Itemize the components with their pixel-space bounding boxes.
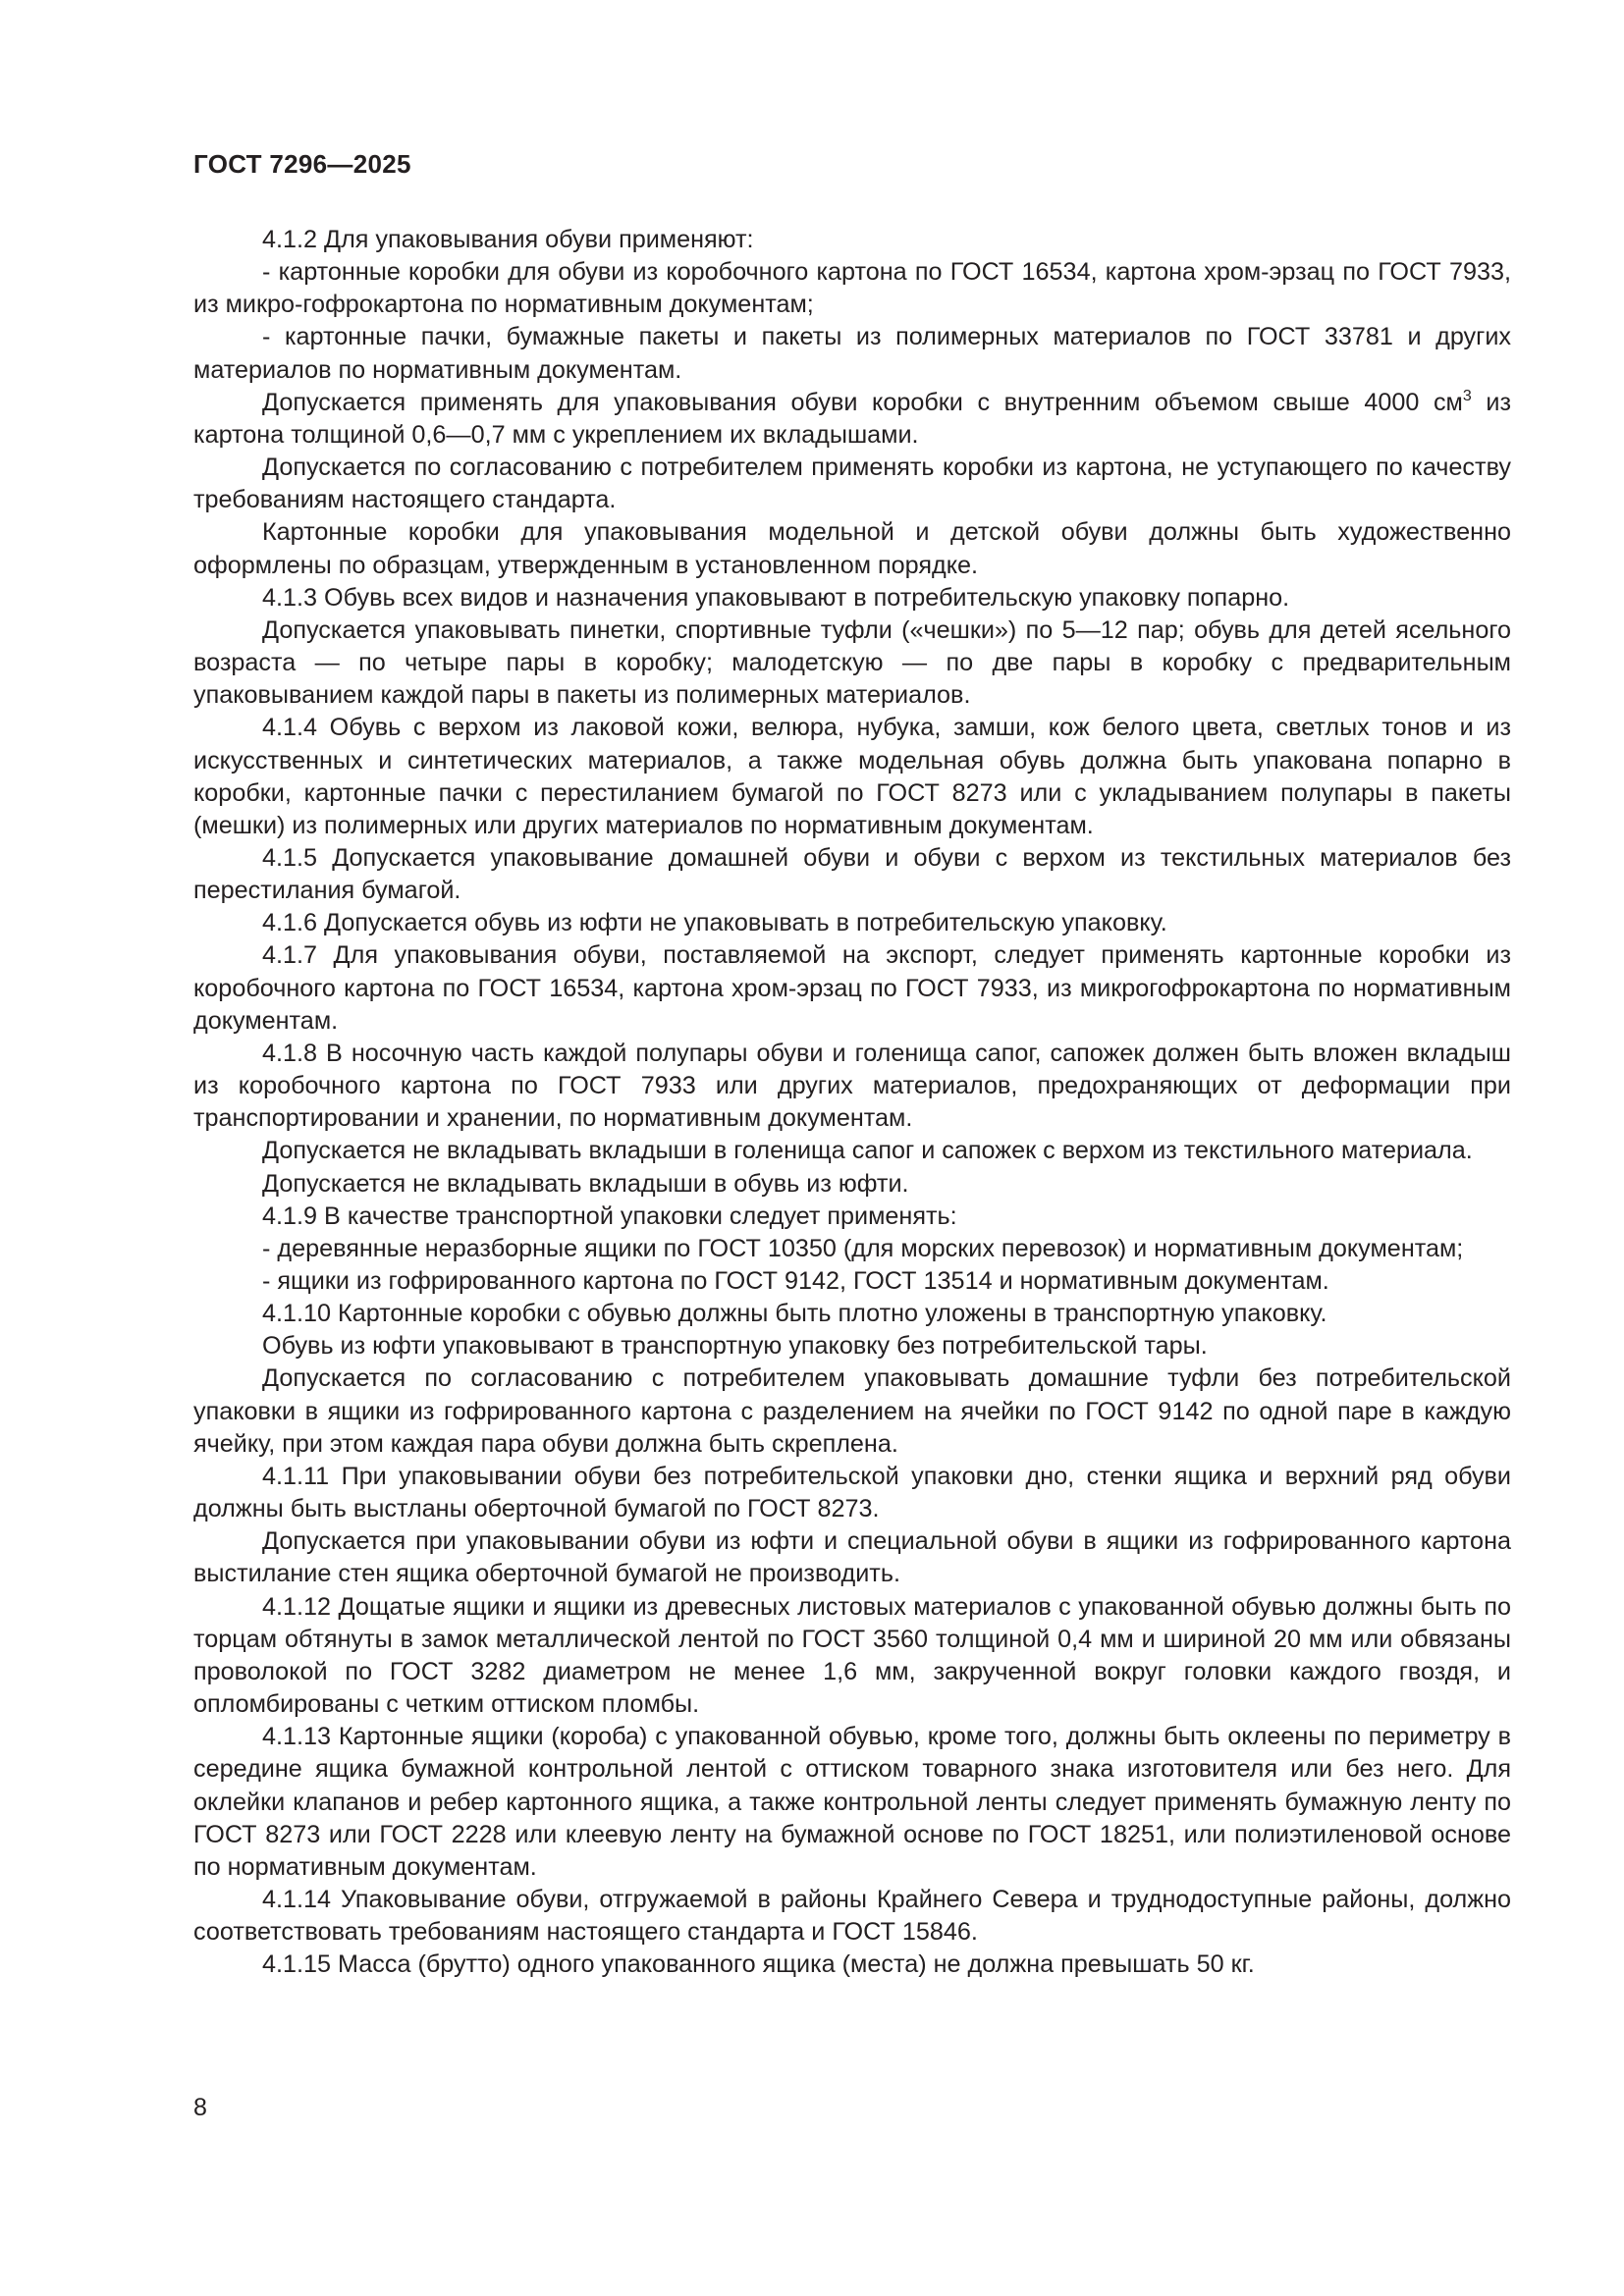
paragraph: - деревянные неразборные ящики по ГОСТ 10350 (для морских перевозок) и нормативным документам; [262, 1234, 1464, 1262]
paragraph: Допускается по согласованию с потребителем упаковывать домашние туфли без потребительской упаковки в ящики из гофрированного картона с разделением на ячейки по ГОСТ 9142 по одной паре в каждую ячейку, при этом каждая пара обуви должна быть скреплена. [193, 1364, 1511, 1458]
document-body [193, 224, 1511, 1981]
paragraph: Допускается не вкладывать вкладыши в обувь из юфти. [262, 1169, 909, 1198]
paragraph: 4.1.13 Картонные ящики (короба) с упакованной обувью, кроме того, должны быть оклеены по периметру в середине ящика бумажной контрольной лентой с оттиском товарного знака изготовителя или без него. Для оклейки клапанов и ребер картонного ящика, а также контрольной ленты следует применять бумажную ленту по ГОСТ 8273 или ГОСТ 2228 или клеевую ленту на бумажной основе по ГОСТ 18251, или полиэтиленовой основе по нормативным документам. [193, 1723, 1511, 1881]
paragraph: Допускается по согласованию с потребителем применять коробки из картона, не уступающего по качеству требованиям настоящего стандарта. [193, 454, 1511, 514]
paragraph: 4.1.14 Упаковывание обуви, отгружаемой в районы Крайнего Севера и труднодоступные районы, должно соответствовать требованиям настоящего стандарта и ГОСТ 15846. [193, 1885, 1511, 1947]
paragraph: - картонные коробки для обуви из коробочного картона по ГОСТ 16534, картона хром-эрзац по ГОСТ 7933, из микро-гофрокартона по нормативным документам; [193, 258, 1511, 319]
paragraph: Картонные коробки для упаковывания модельной и детской обуви должны быть художественно оформлены по образцам, утвержденным в установленном порядке. [193, 518, 1511, 579]
volume-text-after: из картона толщиной 0,6—0,7 мм с укреплением их вкладышами. [193, 388, 1511, 449]
volume-text-before: Допускается применять для упаковывания обуви коробки с внутренним объемом свыше 4000 см [262, 388, 1463, 416]
paragraph: 4.1.9 В качестве транспортной упаковки следует применять: [262, 1201, 957, 1230]
paragraph: - ящики из гофрированного картона по ГОСТ 9142, ГОСТ 13514 и нормативным документам. [262, 1267, 1329, 1295]
paragraph: 4.1.15 Масса (брутто) одного упакованного ящика (места) не должна превышать 50 кг. [262, 1950, 1255, 1979]
paragraph: 4.1.7 Для упаковывания обуви, поставляемой на экспорт, следует применять картонные коробки из коробочного картона по ГОСТ 16534, картона хром-эрзац по ГОСТ 7933, из микрогофрокартона по нормативным документам. [193, 941, 1511, 1035]
paragraph: 4.1.8 В носочную часть каждой полупары обуви и голенища сапог, сапожек должен быть вложен вкладыш из коробочного картона по ГОСТ 7933 или других материалов, предохраняющих от деформации при транспортировании и хранении, по нормативным документам. [193, 1039, 1511, 1133]
paragraph: 4.1.6 Допускается обувь из юфти не упаковывать в потребительскую упаковку. [262, 909, 1167, 937]
paragraph: 4.1.11 При упаковывании обуви без потребительской упаковки дно, стенки ящика и верхний ряд обуви должны быть выстланы оберточной бумагой по ГОСТ 8273. [193, 1462, 1511, 1523]
page-number: 8 [193, 2094, 207, 2121]
paragraph: 4.1.3 Обувь всех видов и назначения упаковывают в потребительскую упаковку попарно. [262, 583, 1290, 612]
document-header-title: ГОСТ 7296—2025 [193, 149, 411, 179]
superscript-cubic: 3 [1462, 387, 1472, 404]
paragraph: 4.1.10 Картонные коробки с обувью должны быть плотно уложены в транспортную упаковку. [262, 1300, 1327, 1328]
paragraph: Обувь из юфти упаковывают в транспортную упаковку без потребительской тары. [262, 1332, 1208, 1361]
paragraph-volume [193, 387, 1511, 452]
paragraph: 4.1.5 Допускается упаковывание домашней обуви и обуви с верхом из текстильных материалов без перестилания бумагой. [193, 843, 1511, 905]
paragraph: 4.1.12 Дощатые ящики и ящики из древесных листовых материалов с упакованной обувью должны быть по торцам обтянуты в замок металлической лентой по ГОСТ 3560 толщиной 0,4 мм и шириной 20 мм или обвязаны проволокой по ГОСТ 3282 диаметром не менее 1,6 мм, закрученной вокруг головки каждого гвоздя, и опломбированы с четким оттиском пломбы. [193, 1592, 1511, 1719]
paragraph: 4.1.4 Обувь с верхом из лаковой кожи, велюра, нубука, замши, кож белого цвета, светлых тонов и из искусственных и синтетических материалов, а также модельная обувь должна быть упакована попарно в коробки, картонные пачки с перестиланием бумагой по ГОСТ 8273 или с укладыванием полупары в пакеты (мешки) из полимерных или других материалов по нормативным документам. [193, 714, 1511, 839]
paragraph: 4.1.2 Для упаковывания обуви применяют: [262, 226, 754, 253]
paragraph: Допускается не вкладывать вкладыши в голенища сапог и сапожек с верхом из текстильного материала. [262, 1137, 1473, 1165]
paragraph: - картонные пачки, бумажные пакеты и пакеты из полимерных материалов по ГОСТ 33781 и других материалов по нормативным документам. [193, 323, 1511, 384]
paragraph: Допускается при упаковывании обуви из юфти и специальной обуви в ящики из гофрированного картона выстилание стен ящика оберточной бумагой не производить. [193, 1527, 1511, 1588]
paragraph: Допускается упаковывать пинетки, спортивные туфли («чешки») по 5—12 пар; обувь для детей ясельного возраста — по четыре пары в коробку; малодетскую — по две пары в коробку с предварительным упаковыванием каждой пары в пакеты из полимерных материалов. [193, 615, 1511, 710]
